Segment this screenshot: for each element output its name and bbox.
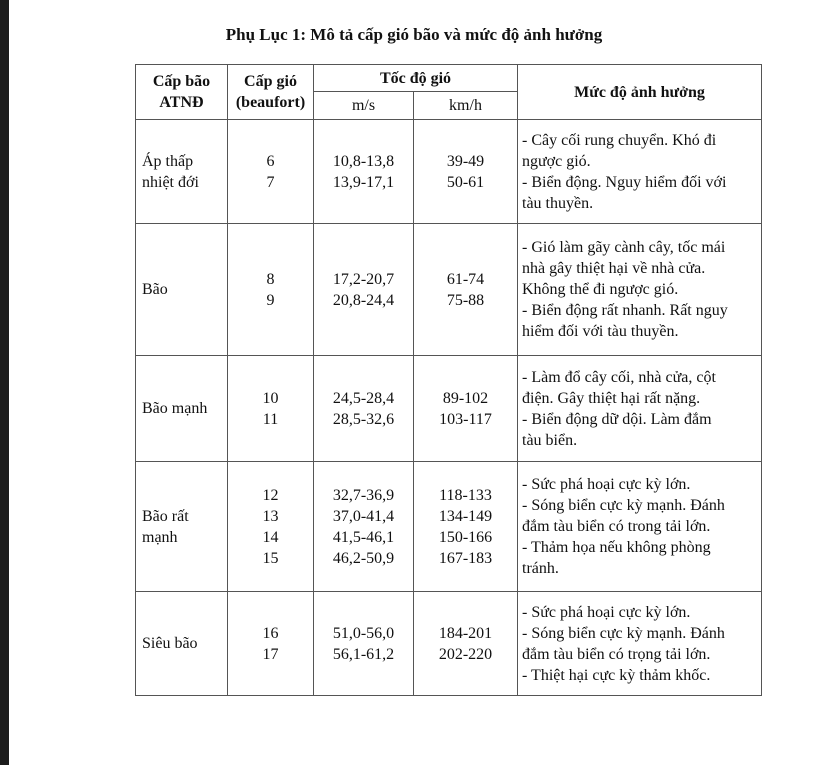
impact-cell [518,356,762,462]
impact-line: - Cây cối rung chuyển. Khó đi [522,131,717,149]
impact-line: - Biển động rất nhanh. Rất nguy [522,302,728,319]
impact-line: - Sóng biển cực kỳ mạnh. Đánh [522,497,725,514]
table-row [136,462,762,592]
speed-ms-value: 13,9-17,1 [332,173,395,191]
impact-line: tránh. [522,560,559,577]
speed-ms-value: 46,2-50,9 [332,549,395,567]
impact-line: - Biển động dữ dội. Làm đắm [522,410,712,428]
storm-level-cell [136,224,228,356]
impact-line: - Biển động. Nguy hiểm đối với [522,173,727,191]
beaufort-cell [228,224,314,356]
speed-kmh-value: 50-61 [446,173,485,191]
impact-line: ngược gió. [522,152,591,170]
beaufort-value: 16 [262,624,279,642]
header-storm-level: Cấp bão ATNĐ [136,65,228,120]
speed-ms-cell [314,592,414,696]
header-beaufort: Cấp gió (beaufort) [228,65,314,120]
speed-ms-value: 24,5-28,4 [332,389,395,407]
left-edge-bar [0,0,9,765]
beaufort-cell [228,356,314,462]
speed-ms-value: 37,0-41,4 [332,507,395,525]
impact-line: đắm tàu biển có trong tải lớn. [522,518,711,535]
storm-level: Bão rất mạnh [142,507,189,546]
beaufort-value: 10 [262,389,279,407]
storm-level-cell [136,356,228,462]
speed-kmh-value: 167-183 [438,549,493,567]
beaufort-value: 7 [266,173,275,191]
impact-line: đắm tàu biển có trọng tải lớn. [522,645,711,663]
storm-level: Bão mạnh [142,400,208,417]
header-kmh: km/h [414,92,518,120]
impact-line: - Sức phá hoại cực kỳ lớn. [522,476,691,493]
speed-ms-cell [314,356,414,462]
beaufort-cell [228,462,314,592]
impact-line: - Gió làm gãy cành cây, tốc mái [522,239,726,256]
beaufort-value: 8 [266,270,275,288]
beaufort-value: 14 [262,528,279,546]
speed-kmh-value: 184-201 [438,624,493,642]
beaufort-value: 17 [262,645,279,663]
storm-level-cell [136,592,228,696]
speed-kmh-value: 134-149 [438,507,493,525]
speed-kmh-value: 202-220 [438,645,493,663]
impact-line: nhà gây thiệt hại về nhà cửa. [522,260,706,277]
beaufort-cell [228,592,314,696]
speed-kmh-value: 89-102 [442,389,489,407]
storm-level: Siêu bão [142,635,198,652]
speed-kmh-value: 75-88 [446,291,485,309]
wind-level-table [135,64,762,696]
impact-line: hiểm đối với tàu thuyền. [522,323,679,340]
impact-line: tàu thuyền. [522,194,594,212]
impact-cell [518,592,762,696]
header-ms: m/s [314,92,414,120]
impact-cell [518,224,762,356]
beaufort-value: 6 [266,152,275,170]
speed-ms-value: 32,7-36,9 [332,486,395,504]
storm-level-cell [136,120,228,224]
speed-kmh-value: 118-133 [439,486,492,504]
header-impact: Mức độ ảnh hưởng [518,65,762,120]
speed-kmh-cell [414,592,518,696]
speed-ms-value: 20,8-24,4 [332,291,395,309]
speed-ms-value: 10,8-13,8 [332,152,395,170]
impact-line: - Sóng biển cực kỳ mạnh. Đánh [522,624,725,642]
storm-level: Bão [142,281,168,298]
beaufort-value: 9 [266,291,275,309]
table-row [136,356,762,462]
impact-line: - Làm đổ cây cối, nhà cửa, cột [522,368,716,386]
impact-cell [518,120,762,224]
impact-line: - Thiệt hại cực kỳ thảm khốc. [522,666,711,684]
storm-level-cell [136,462,228,592]
impact-line: - Sức phá hoại cực kỳ lớn. [522,603,691,621]
beaufort-value: 11 [262,410,279,428]
speed-kmh-value: 103-117 [439,410,492,428]
beaufort-cell [228,120,314,224]
speed-kmh-cell [414,356,518,462]
speed-ms-value: 51,0-56,0 [332,624,395,642]
impact-line: tàu biển. [522,431,578,449]
speed-kmh-value: 150-166 [438,528,493,546]
beaufort-value: 15 [262,549,279,567]
document-title: Phụ Lục 1: Mô tả cấp gió bão và mức độ ảnh hưởng [225,25,603,44]
speed-kmh-cell [414,462,518,592]
table-row [136,592,762,696]
speed-ms-cell [314,120,414,224]
header-wind-speed: Tốc độ gió [314,65,518,92]
speed-ms-value: 41,5-46,1 [332,528,395,546]
storm-level: Áp thấp nhiệt đới [142,152,199,191]
impact-line: điện. Gây thiệt hại rất nặng. [522,389,701,407]
speed-ms-cell [314,462,414,592]
speed-kmh-value: 39-49 [446,152,485,170]
speed-ms-cell [314,224,414,356]
speed-kmh-cell [414,120,518,224]
impact-line: - Thảm họa nếu không phòng [522,539,711,556]
speed-ms-value: 17,2-20,7 [332,270,395,288]
beaufort-value: 13 [262,507,279,525]
speed-kmh-cell [414,224,518,356]
speed-kmh-value: 61-74 [446,270,485,288]
beaufort-value: 12 [262,486,279,504]
impact-line: Không thể đi ngược gió. [522,281,679,298]
table-row [136,224,762,356]
speed-ms-value: 56,1-61,2 [332,645,395,663]
speed-ms-value: 28,5-32,6 [332,410,395,428]
table-row [136,120,762,224]
impact-cell [518,462,762,592]
